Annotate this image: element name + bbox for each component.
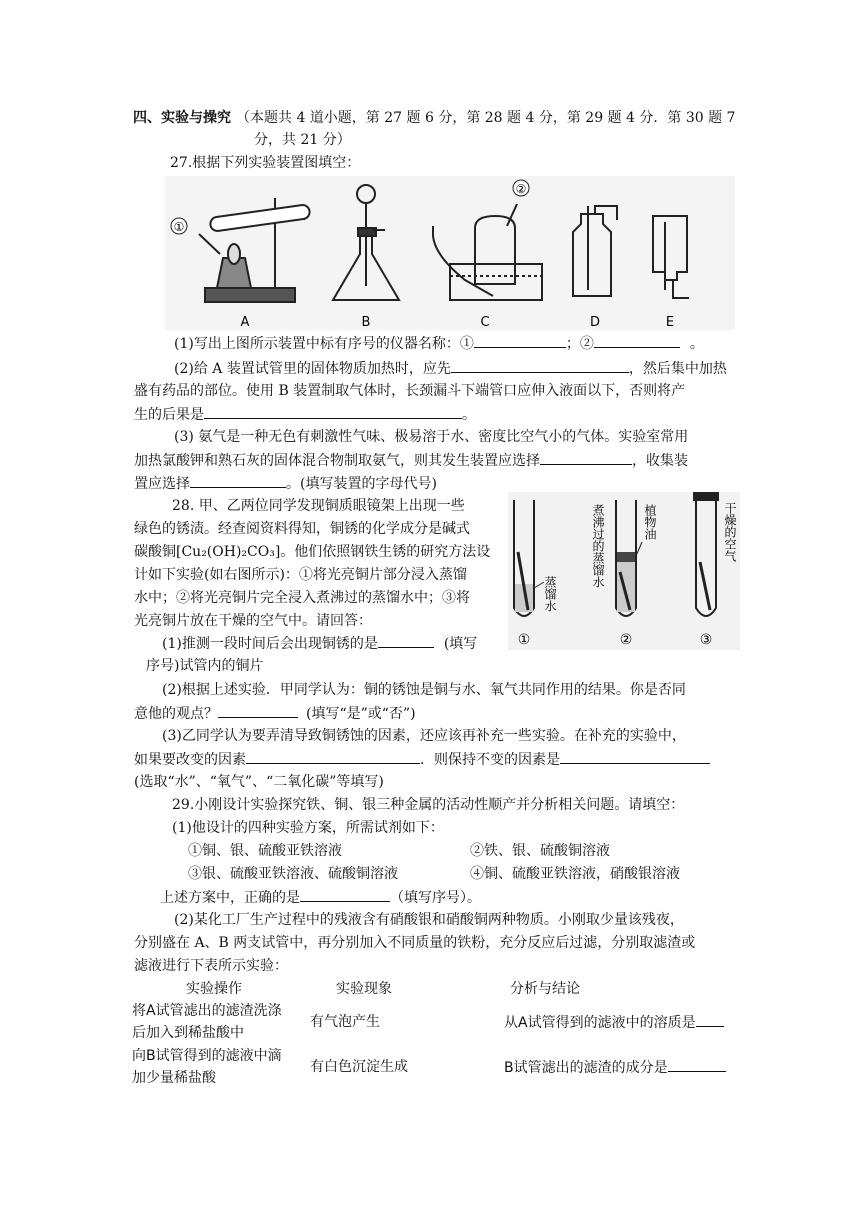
table-row1-op-2: 后加入到稀盐酸中: [132, 1025, 244, 1041]
blank-q29-1[interactable]: [300, 887, 390, 902]
blank-q28-2[interactable]: [218, 703, 298, 718]
label-distilled-water: 蒸馏水: [543, 576, 557, 612]
q28-l2: 绿色的锈渍。经查阅资料得知，铜锈的化学成分是碱式: [134, 521, 470, 537]
label-plant-oil: 植物油: [643, 504, 657, 540]
q27-p2-c: 盛有药品的部位。使用 B 装置制取气体时，长颈漏斗下端管口应伸入液面以下，否则将产: [134, 383, 686, 399]
section-desc: （本题共 4 道小题，第 27 题 6 分，第 28 题 4 分，第 29 题 4 分．第 30 题 7: [236, 110, 736, 126]
blank-q28-4[interactable]: [560, 749, 710, 764]
blank-q27-4[interactable]: [204, 404, 462, 419]
q27-p2: (2)给 A 装置试管里的固体物质加热时，应先 ，然后集中加热: [174, 358, 727, 379]
q29-option-2: ②铁、银、硫酸铜溶液: [470, 843, 610, 859]
label-boiled-water: 煮沸过的蒸馏水: [591, 504, 605, 588]
q28-test-tubes-figure: [508, 492, 740, 650]
table-row1-conclusion: 从A试管得到的滤液中的溶质是: [504, 1012, 724, 1033]
q29-option-3: ③银、硫酸亚铁溶液、硫酸铜溶液: [188, 866, 398, 882]
q28-l6: 光亮铜片放在干燥的空气中。请回答：: [134, 613, 372, 629]
q28-p3-d: (选取“水”、“氧气”、“二氧化碳”等填写): [134, 774, 384, 790]
blank-q27-6[interactable]: [190, 473, 286, 488]
label-dry-air: 干燥的空气: [723, 502, 737, 562]
label-a: A: [240, 315, 250, 330]
blank-q27-5[interactable]: [540, 450, 632, 465]
marker-2-label: ②: [515, 182, 527, 196]
q29-p2-b: 分别盛在 A、B 两支试管中，再分别加入不同质量的铁粉，充分反应后过滤，分别取滤渣或: [134, 935, 696, 951]
label-e: E: [665, 315, 675, 330]
tube-number-2: ②: [619, 632, 633, 648]
q29-p2-c: 滤液进行下表所示实验：: [134, 958, 288, 974]
q29-stem: 29.小刚设计实验探究铁、铜、银三种金属的活动性顺产并分析相关问题。请填空：: [172, 797, 685, 813]
q28-p2-b: 意他的观点？ (填写“是”或“否”): [134, 703, 416, 724]
q27-p1: (1)写出上图所示装置中标有序号的仪器名称：① ；② 。: [174, 333, 704, 354]
table-header-phenomenon: 实验现象: [336, 981, 392, 997]
q27-p2-d: 生的后果是 。: [134, 404, 476, 425]
table-row2-conclusion: B试管滤出的滤渣的成分是: [504, 1057, 726, 1078]
blank-q29-3[interactable]: [668, 1057, 726, 1072]
blank-q28-3[interactable]: [246, 749, 420, 764]
q27-p3-b: 加热氯酸钾和熟石灰的固体混合物制取氨气，则其发生装置应选择 ，收集装: [134, 450, 688, 471]
blank-q27-3[interactable]: [451, 358, 629, 373]
table-header-operation: 实验操作: [186, 981, 242, 997]
q28-p1: (1)推测一段时间后会出现铜锈的是 (填写: [162, 633, 477, 654]
q28-l1: 28. 甲、乙两位同学发现铜质眼镜架上出现一些: [172, 498, 465, 514]
blank-q27-2[interactable]: [594, 333, 680, 348]
q29-p1-end: 上述方案中，正确的是 （填写序号）。: [160, 887, 481, 908]
table-header-conclusion: 分析与结论: [510, 981, 580, 997]
section-desc-2: 分，共 21 分）: [254, 132, 351, 148]
q28-l4: 计如下实验(如右图所示)：①将光亮铜片部分浸入蒸馏: [134, 567, 467, 583]
q28-p2-a: (2)根据上述实验．甲同学认为：铜的锈蚀是铜与水、氧气共同作用的结果。你是否同: [162, 682, 686, 698]
table-row1-op-1: 将A试管滤出的滤渣洗涤: [132, 1003, 282, 1019]
table-row2-op-1: 向B试管得到的滤液中滴: [132, 1048, 282, 1064]
label-c: C: [480, 315, 490, 330]
q29-p2-a: (2)某化工厂生产过程中的残液含有硝酸银和硝酸铜两种物质。小刚取少量该残夜，: [174, 912, 684, 928]
q28-l5: 水中；②将光亮铜片完全浸入煮沸过的蒸馏水中；③将: [134, 590, 470, 606]
q29-option-1: ①铜、银、硫酸亚铁溶液: [188, 843, 342, 859]
label-b: B: [361, 315, 371, 330]
q27-apparatus-figure: [165, 176, 735, 330]
tube-number-3: ③: [699, 632, 713, 648]
blank-q27-1[interactable]: [474, 333, 566, 348]
table-row2-op-2: 加少量稀盐酸: [132, 1070, 216, 1086]
section-title: 四、实验与操究: [133, 110, 231, 126]
q27-p3-a: (3) 氨气是一种无色有刺激性气味、极易溶于水、密度比空气小的气体。实验室常用: [174, 429, 689, 445]
q27-p3-d: 置应选择 。(填写装置的字母代号): [134, 473, 437, 494]
blank-q28-1[interactable]: [378, 633, 434, 648]
q29-option-4: ④铜、硫酸亚铁溶液，硝酸银溶液: [470, 866, 680, 882]
q27-stem: 27.根据下列实验装置图填空：: [170, 155, 361, 171]
q28-l3: 碳酸铜[Cu₂(OH)₂CO₃]。他们依照钢铁生锈的研究方法设: [134, 544, 491, 560]
label-d: D: [589, 315, 601, 330]
q28-p3-b: 如果要改变的因素 ．则保持不变的因素是: [134, 749, 710, 770]
tube-number-1: ①: [517, 632, 531, 648]
q28-p1-c: 序号)试管内的铜片: [146, 658, 264, 674]
table-row2-phenomenon: 有白色沉淀生成: [310, 1059, 408, 1075]
marker-1-label: ①: [173, 220, 185, 234]
table-row1-phenomenon: 有气泡产生: [310, 1014, 380, 1030]
q28-p3-a: (3)乙同学认为要弄清导致铜锈蚀的因素，还应该再补充一些实验。在补充的实验中，: [162, 728, 686, 744]
blank-q29-2[interactable]: [696, 1012, 724, 1027]
q29-p1: (1)他设计的四种实验方案，所需试剂如下：: [172, 820, 444, 836]
